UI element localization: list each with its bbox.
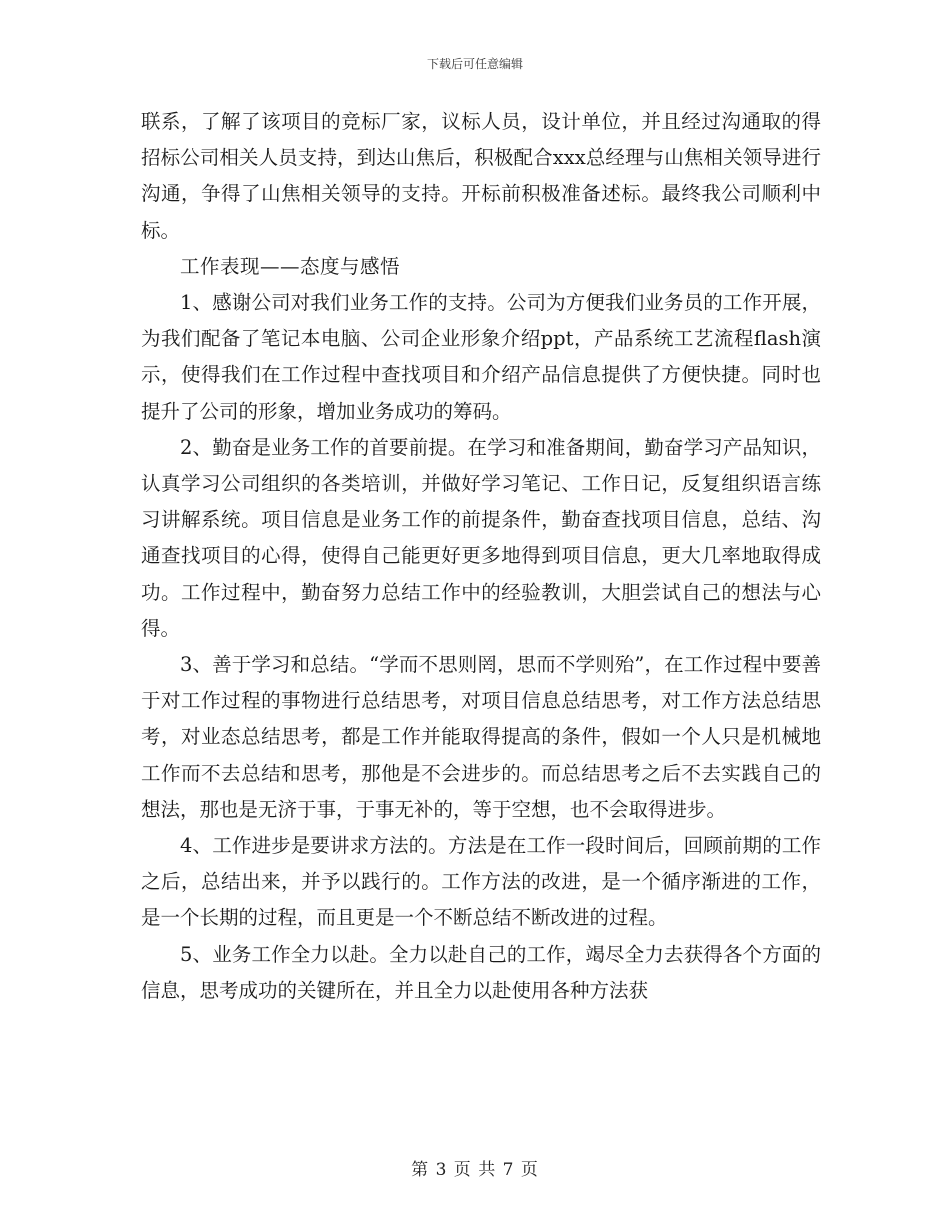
page-footer: 第 3 页 共 7 页	[411, 1160, 539, 1180]
paragraph-item-5: 5、业务工作全力以赴。全力以赴自己的工作，竭尽全力去获得各个方面的信息，思考成功的关键所在，并且全力以赴使用各种方法获	[141, 942, 821, 1002]
paragraph-item-3: 3、善于学习和总结。“学而不思则罔，思而不学则殆”，在工作过程中要善于对工作过程的事物进行总结思考，对项目信息总结思考，对工作方法总结思考，对业态总结思考，都是工作并能取得提高的条件，假如一个人只是机械地工作而不去总结和思考，那他是不会进步的。而总结思考之后不去实践自己的想法，那也是无济于事，于事无补的，等于空想，也不会取得进步。	[141, 653, 821, 821]
paragraph-continuation: 联系，了解了该项目的竞标厂家，议标人员，设计单位，并且经过沟通取的得招标公司相关人员支持，到达山焦后，积极配合xxx总经理与山焦相关领导进行沟通，争得了山焦相关领导的支持。开标前积极准备述标。最终我公司顺利中标。	[141, 110, 821, 242]
paragraph-item-1: 1、感谢公司对我们业务工作的支持。公司为方便我们业务员的工作开展，为我们配备了笔记本电脑、公司企业形象介绍ppt，产品系统工艺流程flash演示，使得我们在工作过程中查找项目和介绍产品信息提供了方便快捷。同时也提升了公司的形象，增加业务成功的筹码。	[141, 291, 821, 423]
paragraph-item-2: 2、勤奋是业务工作的首要前提。在学习和准备期间，勤奋学习产品知识，认真学习公司组织的各类培训，并做好学习笔记、工作日记，反复组织语言练习讲解系统。项目信息是业务工作的前提条件，勤奋查找项目信息，总结、沟通查找项目的心得，使得自己能更好更多地得到项目信息，更大几率地取得成功。工作过程中，勤奋努力总结工作中的经验教训，大胆尝试自己的想法与心得。	[141, 435, 821, 640]
section-heading: 工作表现——态度与感悟	[180, 254, 401, 278]
document-body	[141, 104, 821, 1009]
page-header: 下载后可任意编辑	[426, 57, 523, 71]
paragraph-item-4: 4、工作进步是要讲求方法的。方法是在工作一段时间后，回顾前期的工作之后，总结出来，并予以践行的。工作方法的改进，是一个循序渐进的工作，是一个长期的过程，而且更是一个不断总结不断改进的过程。	[141, 834, 821, 930]
